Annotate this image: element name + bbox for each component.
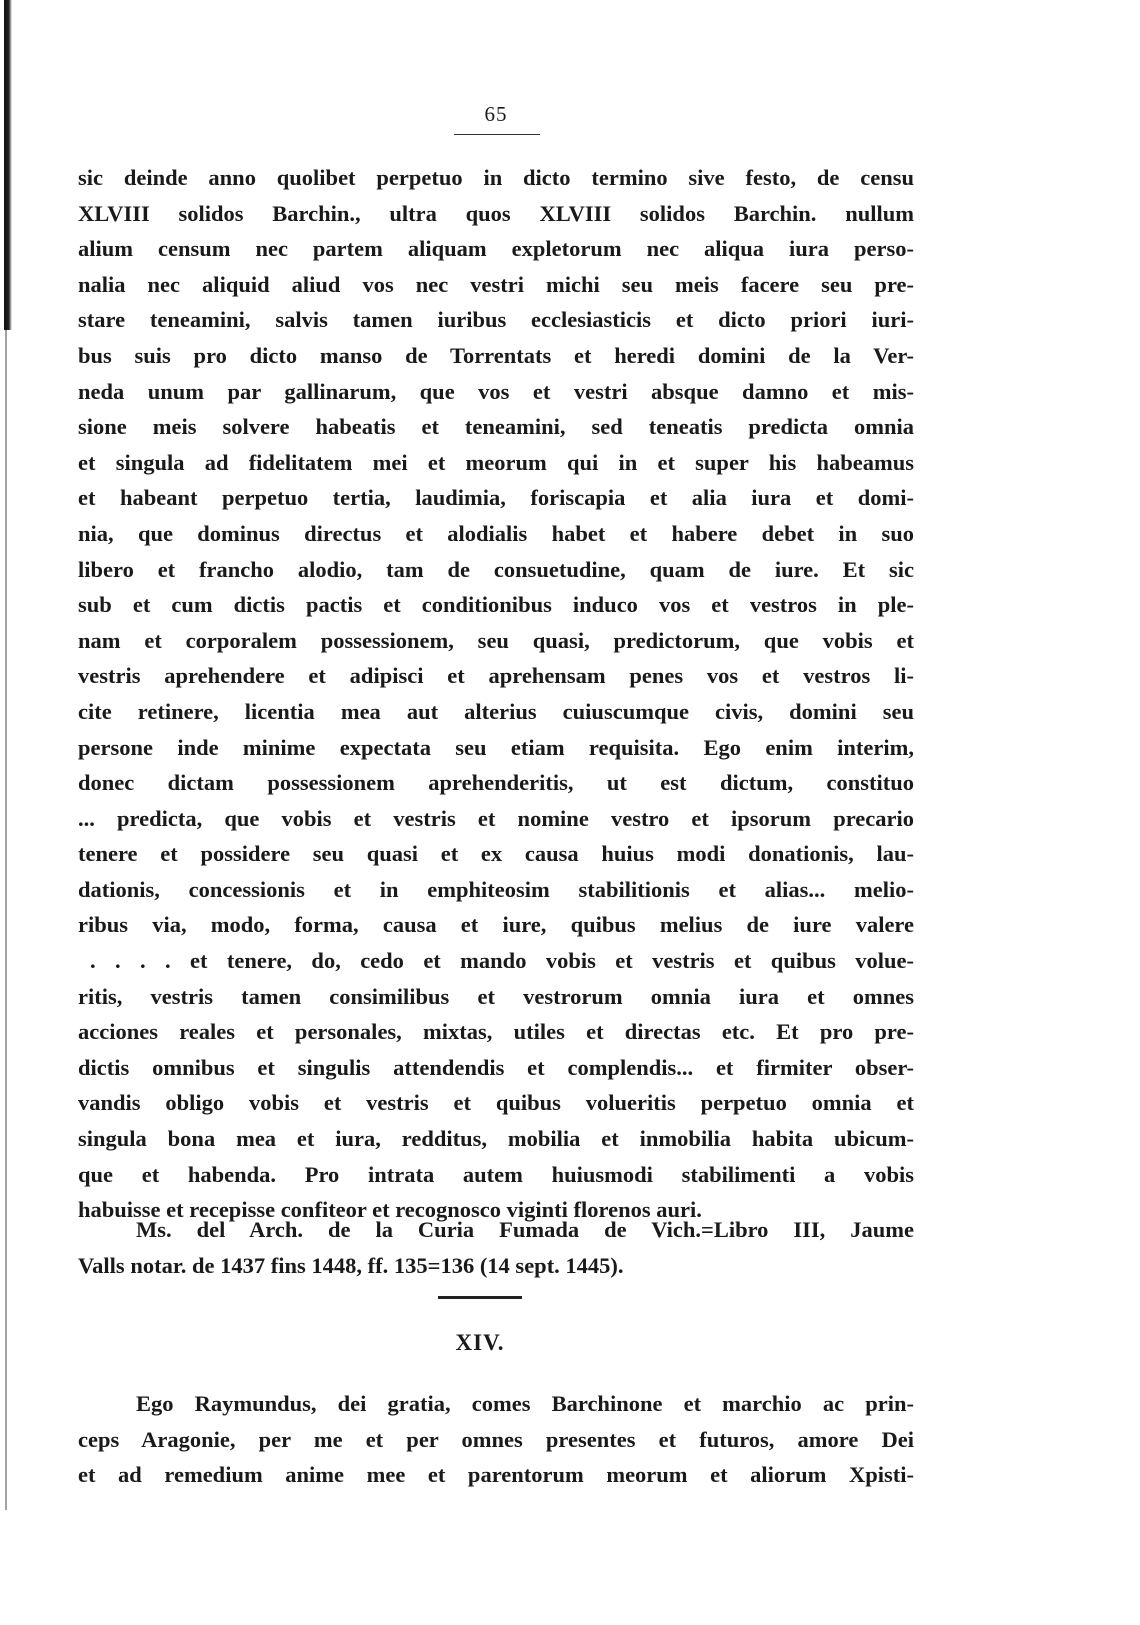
page-number: 65 (484, 102, 508, 126)
page-number-rule (454, 134, 540, 135)
text-line: donec dictam possessionem aprehenderitis, ut est dictum, constituo (78, 770, 914, 796)
text-line: vestris aprehendere et adipisci et aprehensam penes vos et vestros li- (78, 663, 914, 689)
text-line: bus suis pro dicto manso de Torrentats et heredi domini de la Ver- (78, 342, 914, 368)
text-line: . . . . et tenere, do, cedo et mando vobis et vestris et quibus volue- (90, 948, 914, 974)
text-line: ... predicta, que vobis et vestris et nomine vestro et ipsorum precario (78, 805, 914, 831)
text-line: cite retinere, licentia mea aut alterius cuiuscumque civis, domini seu (78, 698, 914, 724)
citation-line: Valls notar. de 1437 fins 1448, ff. 135=136 (14 sept. 1445). (78, 1252, 624, 1278)
text-line: nia, que dominus directus et alodialis habet et habere debet in suo (78, 520, 914, 546)
text-line: dationis, concessionis et in emphiteosim stabilitionis et alias... melio- (78, 876, 914, 902)
document-paragraph (78, 1386, 914, 1493)
text-line: vandis obligo vobis et vestris et quibus volueritis perpetuo omnia et (78, 1090, 914, 1116)
scan-border-shadow (4, 0, 12, 330)
text-line: nalia nec aliquid aliud vos nec vestri michi seu meis facere seu pre- (78, 271, 914, 297)
text-line: habuisse et recepisse confiteor et recognosco viginti florenos auri. (78, 1197, 702, 1223)
text-line: singula bona mea et iura, redditus, mobilia et inmobilia habita ubicum- (78, 1126, 914, 1152)
text-line: acciones reales et personales, mixtas, utiles et directas etc. Et pro pre- (78, 1019, 914, 1045)
text-line: tenere et possidere seu quasi et ex causa huius modi donationis, lau- (78, 841, 914, 867)
text-line: stare teneamini, salvis tamen iuribus ecclesiasticis et dicto priori iuri- (78, 307, 914, 333)
text-line: libero et francho alodio, tam de consuetudine, quam de iure. Et sic (78, 556, 914, 582)
text-line: ribus via, modo, forma, causa et iure, quibus melius de iure valere (78, 912, 914, 938)
text-line: sione meis solvere habeatis et teneamini, sed teneatis predicta omnia (78, 414, 914, 440)
continuation-paragraph (78, 160, 914, 1228)
text-line: ritis, vestris tamen consimilibus et vestrorum omnia iura et omnes (78, 983, 914, 1009)
text-line: sic deinde anno quolibet perpetuo in dicto termino sive festo, de censu (78, 165, 914, 190)
text-line: que et habenda. Pro intrata autem huiusmodi stabilimenti a vobis (78, 1161, 914, 1187)
text-line: ceps Aragonie, per me et per omnes presentes et futuros, amore Dei (78, 1426, 914, 1452)
text-line: nam et corporalem possessionem, seu quasi, predictorum, que vobis et (78, 627, 914, 653)
text-line: persone inde minime expectata seu etiam requisita. Ego enim interim, (78, 734, 914, 760)
text-line: alium censum nec partem aliquam expletorum nec aliqua iura perso- (78, 236, 914, 262)
text-line: et ad remedium anime mee et parentorum meorum et aliorum Xpisti- (78, 1462, 914, 1488)
text-line: et singula ad fidelitatem mei et meorum qui in et super his habeamus (78, 449, 914, 475)
text-line: dictis omnibus et singulis attendendis et complendis... et firmiter obser- (78, 1054, 914, 1080)
section-heading: XIV. (455, 1330, 505, 1355)
section-divider (438, 1296, 522, 1299)
source-citation (78, 1212, 914, 1283)
text-line: neda unum par gallinarum, que vos et vestri absque damno et mis- (78, 378, 914, 404)
text-line: sub et cum dictis pactis et conditionibus induco vos et vestros in ple- (78, 592, 914, 618)
text-line: et habeant perpetuo tertia, laudimia, foriscapia et alia iura et domi- (78, 485, 914, 511)
citation-line: Ms. del Arch. de la Curia Fumada de Vich.=Libro III, Jaume (136, 1217, 914, 1242)
text-line: Ego Raymundus, dei gratia, comes Barchinone et marchio ac prin- (136, 1391, 914, 1416)
scan-border-line (5, 330, 7, 1510)
text-line: XLVIII solidos Barchin., ultra quos XLVIII solidos Barchin. nullum (78, 200, 914, 226)
